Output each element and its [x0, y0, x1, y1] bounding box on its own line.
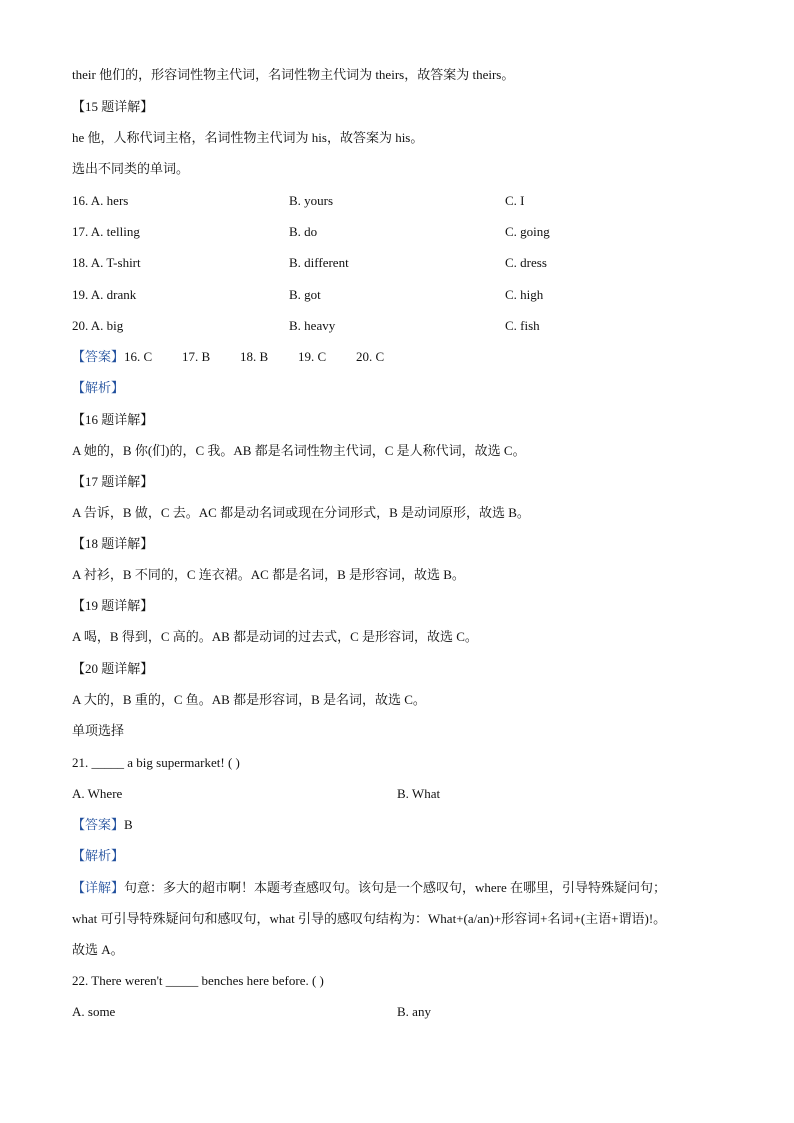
- explanation-15-text: he 他，人称代词主格，名词性物主代词为 his，故答案为 his。: [72, 130, 424, 145]
- option-a: 18. A. T-shirt: [72, 255, 141, 270]
- explanation-17-text: A 告诉，B 做，C 去。AC 都是动名词或现在分词形式，B 是动词原形，故选 B。: [72, 505, 530, 520]
- answer-17: 17. B: [182, 349, 211, 364]
- option-a: 17. A. telling: [72, 224, 140, 239]
- answer-18: 18. B: [240, 349, 269, 364]
- option-c: C. fish: [505, 318, 540, 333]
- explanation-18-heading: 【18 题详解】: [72, 536, 154, 551]
- question-21-answer: [72, 816, 133, 834]
- explanation-19-text: A 喝，B 得到，C 高的。AB 都是动词的过去式，C 是形容词，故选 C。: [72, 629, 478, 644]
- question-21-option-b: B. What: [397, 786, 441, 801]
- question-21-option-a: A. Where: [72, 786, 123, 801]
- analysis-label: 【解析】: [72, 380, 125, 395]
- option-a: 19. A. drank: [72, 287, 137, 302]
- section-odd-one-out-title: 选出不同类的单词。: [72, 161, 190, 176]
- detail-label: 【详解】: [72, 880, 125, 895]
- explanation-20-heading: 【20 题详解】: [72, 661, 154, 676]
- explanation-17-heading: 【17 题详解】: [72, 474, 154, 489]
- question-21-analysis-label: 【解析】: [72, 848, 125, 863]
- question-22-option-a: A. some: [72, 1004, 116, 1019]
- question-22-stem: 22. There weren't _____ benches here before. ( ): [72, 973, 324, 988]
- answer-19: 19. C: [298, 349, 327, 364]
- option-b: B. do: [289, 224, 318, 239]
- option-b: B. different: [289, 255, 349, 270]
- question-22-option-b: B. any: [397, 1004, 431, 1019]
- option-b: B. yours: [289, 193, 334, 208]
- question-21-detail-2: what 可引导特殊疑问句和感叹句，what 引导的感叹句结构为：What+(a/an)+形容词+名词+(主语+谓语)!。: [72, 911, 667, 926]
- explanation-18-text: A 衬衫，B 不同的，C 连衣裙。AC 都是名词，B 是形容词，故选 B。: [72, 567, 465, 582]
- option-c: C. high: [505, 287, 544, 302]
- explanation-15-heading: 【15 题详解】: [72, 99, 154, 114]
- answer-label: 【答案】: [72, 349, 125, 364]
- detail-text: 句意：多大的超市啊！本题考查感叹句。该句是一个感叹句，where 在哪里，引导特殊疑问句；: [124, 880, 667, 895]
- explanation-16-text: A 她的，B 你(们)的，C 我。AB 都是名词性物主代词，C 是人称代词，故选 C。: [72, 443, 526, 458]
- question-21-stem: 21. _____ a big supermarket! ( ): [72, 755, 240, 770]
- option-c: C. I: [505, 193, 525, 208]
- answer-16: 16. C: [124, 349, 153, 364]
- question-21-detail-1: [72, 879, 666, 897]
- answer-line: [72, 348, 384, 366]
- option-a: 16. A. hers: [72, 193, 129, 208]
- answer-label: 【答案】: [72, 817, 125, 832]
- option-c: C. dress: [505, 255, 547, 270]
- option-b: B. heavy: [289, 318, 336, 333]
- option-c: C. going: [505, 224, 550, 239]
- option-b: B. got: [289, 287, 321, 302]
- explanation-19-heading: 【19 题详解】: [72, 598, 154, 613]
- explanation-16-heading: 【16 题详解】: [72, 412, 154, 427]
- question-21-detail-3: 故选 A。: [72, 942, 124, 957]
- explanation-14-text: their 他们的，形容词性物主代词，名词性物主代词为 theirs，故答案为 theirs。: [72, 67, 515, 82]
- explanation-20-text: A 大的，B 重的，C 鱼。AB 都是形容词，B 是名词，故选 C。: [72, 692, 426, 707]
- answer-value: B: [124, 817, 133, 832]
- option-a: 20. A. big: [72, 318, 124, 333]
- answer-20: 20. C: [356, 349, 385, 364]
- section-single-choice-title: 单项选择: [72, 723, 125, 738]
